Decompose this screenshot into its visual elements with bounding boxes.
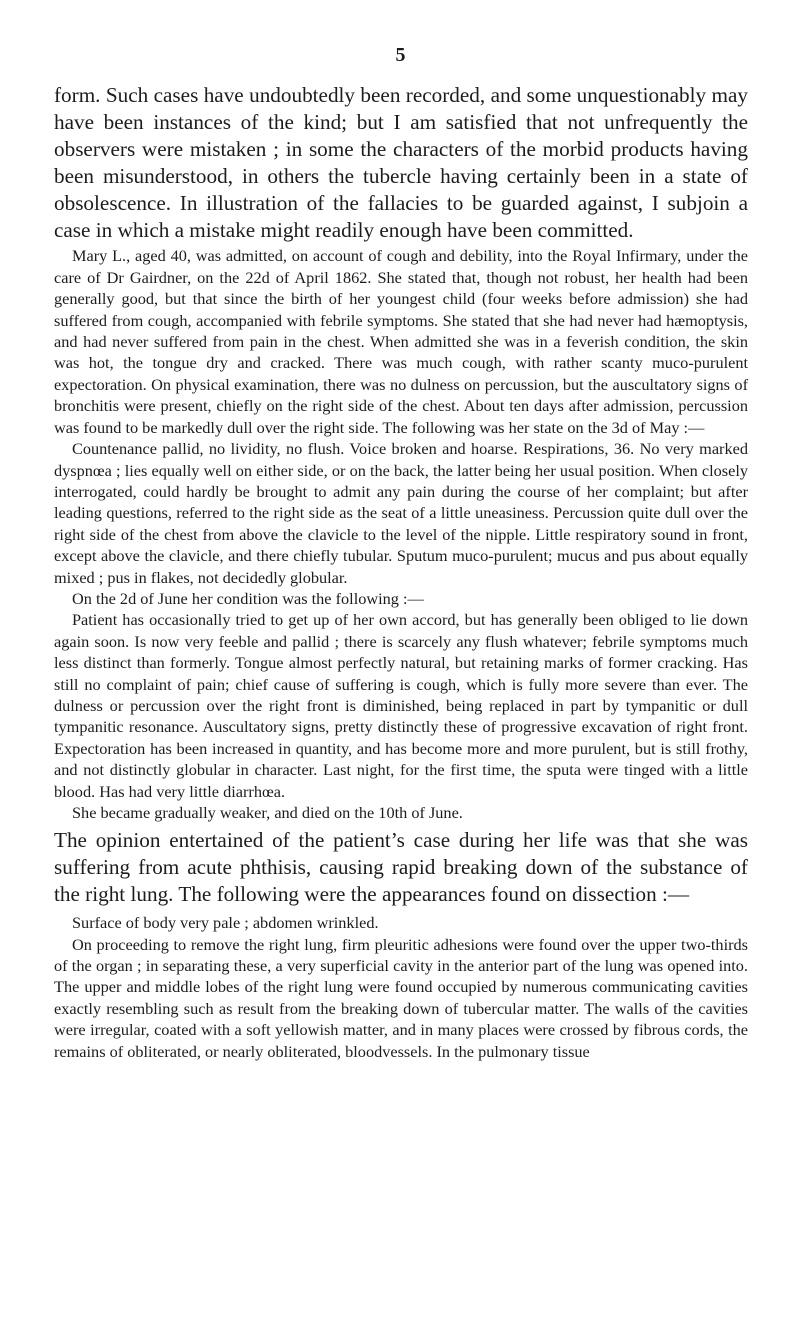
case-death-paragraph: She became gradually weaker, and died on the 10th of June. [72,803,463,822]
page-number: 5 [395,44,406,66]
dissection-report [54,912,748,1062]
case-report [54,245,748,823]
opinion-paragraph: The opinion entertained of the patient’s case during her life was that she was suffering from acute phthisis, causing rapid breaking down of the substance of the right lung. The following were the appearances found on dissection :— [54,828,748,907]
case-june-intro: On the 2d of June her condition was the following :— [72,588,424,608]
case-may-state-paragraph: Countenance pallid, no lividity, no flush. Voice broken and hoarse. Respirations, 36. No very marked dyspnœa ; lies equally well on either side, or on the back, the latter being her usual position. When closely interrogated, could hardly be brought to admit any pain during the course of her complaint; but after leading questions, referred to the right side as the seat of a little uneasiness. Percussion quite dull over the right side of the chest from above the clavicle to the level of the nipple. Little respiratory sound in front, except above the clavicle, and there chiefly tubular. Sputum muco-purulent; mucus and pus about equally mixed ; pus in flakes, not decidedly globular. [54,439,748,587]
dissection-surface-paragraph: Surface of body very pale ; abdomen wrinkled. [72,913,379,933]
dissection-findings-paragraph: On proceeding to remove the right lung, firm pleuritic adhesions were found over the upper two-thirds of the organ ; in separating these, a very superficial cavity in the anterior part of the lung was opened into. The upper and middle lobes of the right lung were found occupied by numerous communicating cavities exactly resembling such as result from the breaking down of tubercular matter. The walls of the cavities were irregular, coated with a soft yellowish matter, and in many places were crossed by fibrous cords, the remains of obliterated, or nearly obliterated, bloodvessels. In the pulmonary tissue [54,934,748,1061]
case-admission-paragraph: Mary L., aged 40, was admitted, on account of cough and debility, into the Royal Infirmary, under the care of Dr Gairdner, on the 22d of April 1862. She stated that, though not robust, her health had been generally good, but that since the birth of her youngest child (four weeks before admission) she had suffered from cough, accompanied with febrile symptoms. She stated that she had never had hæmoptysis, and had never suffered from pain in the chest. When admitted she was in a feverish condition, the skin was hot, the tongue dry and cracked. There was much cough, with rather scanty muco-purulent expectoration. On physical examination, there was no dulness on percussion, but the auscultatory signs of bronchitis were present, chiefly on the right side of the chest. About ten days after admission, percussion was found to be markedly dull over the right side. The following was her state on the 3d of May :— [54,246,748,437]
page-body [54,82,748,1062]
intro-paragraph: form. Such cases have undoubtedly been recorded, and some unquestionably may have been instances of the kind; but I am satisfied that not unfrequently the observers were mistaken ; in some the characters of the morbid products having been misunderstood, in others the tubercle having certainly been in a state of obsolescence. In illustration of the fallacies to be guarded against, I subjoin a case in which a mistake might readily enough have been committed. [54,83,748,242]
case-june-state-paragraph: Patient has occasionally tried to get up of her own accord, but has generally been obliged to lie down again soon. Is now very feeble and pallid ; there is scarcely any flush whatever; febrile symptoms much less distinct than formerly. Tongue almost perfectly natural, but retaining marks of former cracking. Has still no complaint of pain; chief cause of suffering is cough, which is fully more severe than ever. The dulness or percussion over the right front is diminished, being replaced in part by tympanitic or dull tympanitic resonance. Auscultatory signs, pretty distinctly these of progressive excavation of right front. Expectoration has been increased in quantity, and has become more and more purulent, but is still frothy, and not distinctly globular in character. Last night, for the first time, the sputa were tinged with a little blood. Has had very little diarrhœa. [54,610,748,801]
